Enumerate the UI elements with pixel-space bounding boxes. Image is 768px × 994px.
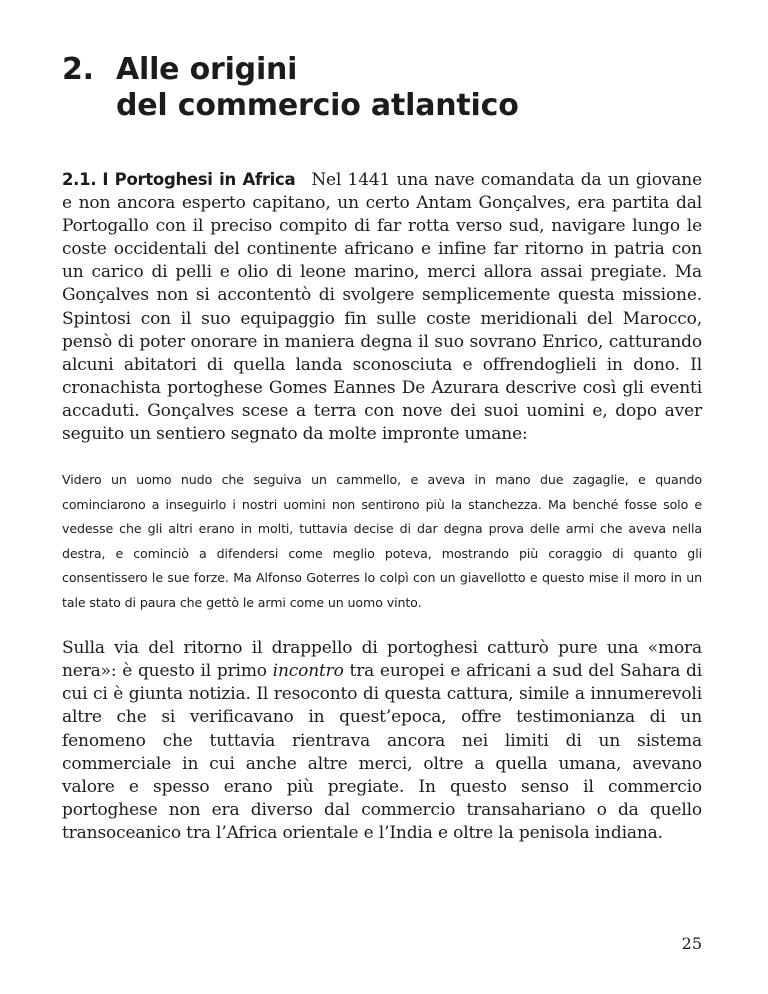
block-quote: Videro un uomo nudo che seguiva un cammello, e aveva in mano due zagaglie, e quando cominciarono a inseguirlo i nostri uomini non sentirono più la stanchezza. Ma benché fosse solo e vedesse che gli altri erano in molti, tuttavia decise di dar degna prova delle armi che aveva nella destra, e cominciò a difendersi come meglio poteva, mostrando più coraggio di quanto gli consentissero le sue forze. Ma Alfonso Goterres lo colpì con un giavellotto e questo mise il moro in un tale stato di paura che gettò le armi come un uomo vinto. bbox=[62, 472, 702, 610]
paragraph-1: Nel 1441 una nave comandata da un giovane e non ancora esperto capitano, un certo Antam Gonçalves, era partita dal Portogallo con il preciso compito di far rotta verso sud, navigare lungo le coste occidentali del continente africano e infine far ritorno in patria con un carico di pelli e olio di leone marino, merci allora assai pregiate. Ma Gonçalves non si accontentò di svolgere semplicemente questa missione. Spintosi con il suo equipaggio fin sulle coste meridionali del Marocco, pensò di poter onorare in maniera degna il suo sovrano Enrico, catturando alcuni abitatori di quella landa sconosciuta e offrendoglieli in dono. Il cronachista portoghese Gomes Eannes De Azurara descrive così gli eventi accaduti. Gonçalves scese a terra con nove dei suoi uomini e, dopo aver seguito un sentiero segnato da molte impronte umane: bbox=[62, 170, 702, 445]
book-page bbox=[62, 52, 702, 845]
page-number: 25 bbox=[681, 934, 702, 953]
paragraph-2-part-1: Sulla via del ritorno il drappello di portoghesi catturò pure una «mora nera»: è questo il primo bbox=[62, 638, 702, 682]
chapter-number: 2. bbox=[62, 52, 94, 87]
paragraph-2-part-2: tra europei e africani a sud del Sahara di cui ci è giunta notizia. Il resoconto di questa cattura, simile a innumerevoli altre che si verificavano in quest’epoca, offre testimonianza di un fenomeno che tuttavia rientrava ancora nei limiti di un sistema commerciale in cui anche altre merci, oltre a quella umana, avevano valore e spesso erano più pregiate. In questo senso il commercio portoghese non era diverso dal commercio transahariano o da quello transoceanico tra l’Africa orientale e l’India e oltre la penisola indiana. bbox=[62, 661, 702, 843]
chapter-title bbox=[62, 52, 702, 124]
paragraph-2 bbox=[62, 637, 702, 845]
section-heading bbox=[62, 170, 295, 189]
chapter-title-text bbox=[116, 52, 519, 124]
chapter-title-line-2: del commercio atlantico bbox=[116, 88, 519, 123]
section-title: I Portoghesi in Africa bbox=[102, 170, 296, 189]
chapter-title-line-1: Alle origini bbox=[116, 52, 298, 87]
emphasis-word: incontro bbox=[272, 661, 344, 682]
section-number: 2.1. bbox=[62, 170, 97, 189]
section-paragraph bbox=[62, 168, 702, 446]
